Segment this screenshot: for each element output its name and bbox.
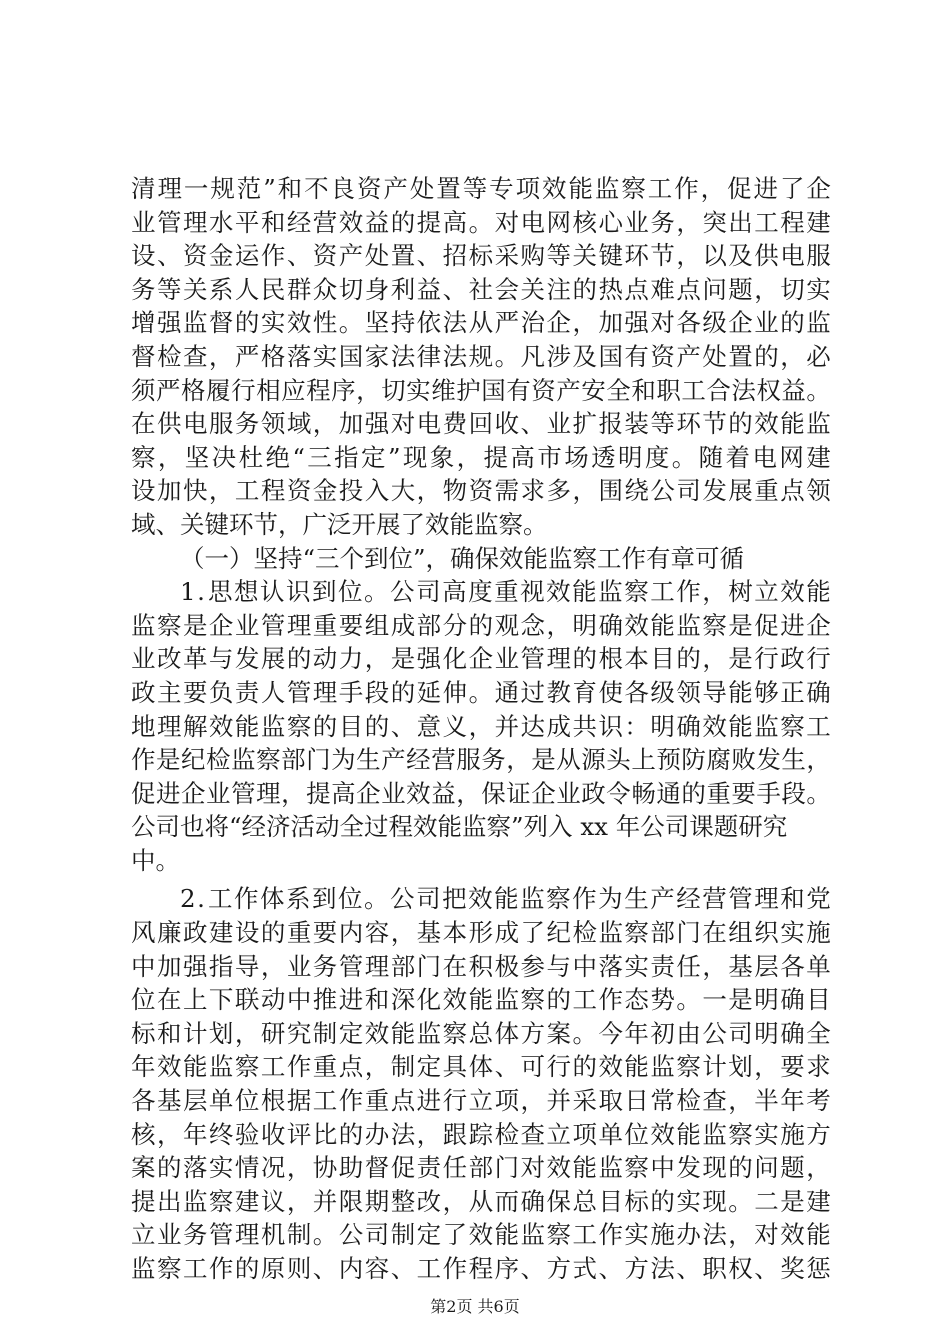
text-line: 案 的 落 实 情 况 ， 协 助 督 促 责 任 部 门 对 效 能 监 察 中 发 现 的 问 题 ，: [131, 1153, 831, 1183]
text-line: 标 和 计 划 ， 研 究 制 定 效 能 监 察 总 体 方 案 。 今 年 初 由 公 司 明 确 全: [131, 1018, 831, 1048]
text-line: 各 基 层 单 位 根 据 工 作 重 点 进 行 立 项 ， 并 采 取 日 常 检 查 ， 半 年 考: [131, 1086, 831, 1116]
text-line: 务 等 关 系 人 民 群 众 切 身 利 益 、 社 会 关 注 的 热 点 难 点 问 题 ， 切 实: [131, 274, 831, 304]
text-line: 域、关键环节，广泛开展了效能监察。: [131, 509, 548, 539]
text-line: 1 . 思 想 认 识 到 位 。 公 司 高 度 重 视 效 能 监 察 工 作 ， 树 立 效 能: [180, 577, 831, 607]
body-text: [131, 172, 831, 1286]
text-line: 清 理 一 规 范 ” 和 不 良 资 产 处 置 等 专 项 效 能 监 察 工 作 ， 促 进 了 企: [131, 174, 831, 203]
text-line: 位 在 上 下 联 动 中 推 进 和 深 化 效 能 监 察 的 工 作 态 势 。 一 是 明 确 目: [131, 985, 831, 1015]
text-line: 督 检 查 ， 严 格 落 实 国 家 法 律 法 规 。 凡 涉 及 国 有 资 产 处 置 的 ， 必: [131, 341, 831, 371]
text-line: 促 进 企 业 管 理 ， 提 高 企 业 效 益 ， 保 证 企 业 政 令 畅 通 的 重 要 手 段 。: [131, 778, 831, 808]
text-line: 立 业 务 管 理 机 制 。 公 司 制 定 了 效 能 监 察 工 作 实 施 办 法 ， 对 效 能: [131, 1220, 831, 1250]
text-line: 政 主 要 负 责 人 管 理 手 段 的 延 伸 。 通 过 教 育 使 各 级 领 导 能 够 正 确: [131, 677, 831, 707]
page-number-footer: 第2页 共6页: [430, 1297, 520, 1316]
text-line: 设 、 资 金 运 作 、 资 产 处 置 、 招 标 采 购 等 关 键 环 节 ， 以 及 供 电 服: [131, 241, 831, 271]
section-heading: （一）坚持“三个到位”，确保效能监察工作有章可循: [180, 543, 745, 573]
text-line: 公司也将“经济活动全过程效能监察”列入 xx 年公司课题研究: [131, 812, 788, 842]
text-line: 业 改 革 与 发 展 的 动 力 ， 是 强 化 企 业 管 理 的 根 本 目 的 ， 是 行 政 行: [131, 644, 831, 674]
text-line: 须 严 格 履 行 相 应 程 序 ， 切 实 维 护 国 有 资 产 安 全 和 职 工 合 法 权 益 。: [131, 375, 831, 405]
text-line: 设 加 快 ， 工 程 资 金 投 入 大 ， 物 资 需 求 多 ， 围 绕 公 司 发 展 重 点 领: [131, 476, 831, 506]
text-line: 2 . 工 作 体 系 到 位 。 公 司 把 效 能 监 察 作 为 生 产 经 营 管 理 和 党: [180, 884, 831, 914]
text-line: 提 出 监 察 建 议 ， 并 限 期 整 改 ， 从 而 确 保 总 目 标 的 实 现 。 二 是 建: [131, 1186, 831, 1216]
text-line: 年 效 能 监 察 工 作 重 点 ， 制 定 具 体 、 可 行 的 效 能 监 察 计 划 ， 要 求: [131, 1052, 831, 1082]
text-line: 在 供 电 服 务 领 域 ， 加 强 对 电 费 回 收 、 业 扩 报 装 等 环 节 的 效 能 监: [131, 409, 831, 439]
text-line: 察 ， 坚 决 杜 绝 “ 三 指 定 ” 现 象 ， 提 高 市 场 透 明 度 。 随 着 电 网 建: [131, 442, 831, 472]
text-line: 监 察 工 作 的 原 则 、 内 容 、 工 作 程 序 、 方 式 、 方 法 、 职 权 、 奖 惩: [131, 1254, 831, 1283]
text-line: 作 是 纪 检 监 察 部 门 为 生 产 经 营 服 务 ， 是 从 源 头 上 预 防 腐 败 发 生 ，: [131, 745, 831, 775]
text-line: 中 加 强 指 导 ， 业 务 管 理 部 门 在 积 极 参 与 中 落 实 责 任 ， 基 层 各 单: [131, 951, 831, 981]
text-line: 监 察 是 企 业 管 理 重 要 组 成 部 分 的 观 念 ， 明 确 效 能 监 察 是 促 进 企: [131, 610, 831, 640]
text-line: 风 廉 政 建 设 的 重 要 内 容 ， 基 本 形 成 了 纪 检 监 察 部 门 在 组 织 实 施: [131, 918, 831, 948]
text-line: 地 理 解 效 能 监 察 的 目 的 、 意 义 ， 并 达 成 共 识 ： 明 确 效 能 监 察 工: [131, 711, 831, 741]
text-line: 核 ， 年 终 验 收 评 比 的 办 法 ， 跟 踪 检 查 立 项 单 位 效 能 监 察 实 施 方: [131, 1119, 831, 1149]
text-line: 增 强 监 督 的 实 效 性 。 坚 持 依 法 从 严 治 企 ， 加 强 对 各 级 企 业 的 监: [131, 308, 831, 338]
text-line: 中。: [131, 845, 180, 875]
text-line: 业 管 理 水 平 和 经 营 效 益 的 提 高 。 对 电 网 核 心 业 务 ， 突 出 工 程 建: [131, 207, 831, 237]
